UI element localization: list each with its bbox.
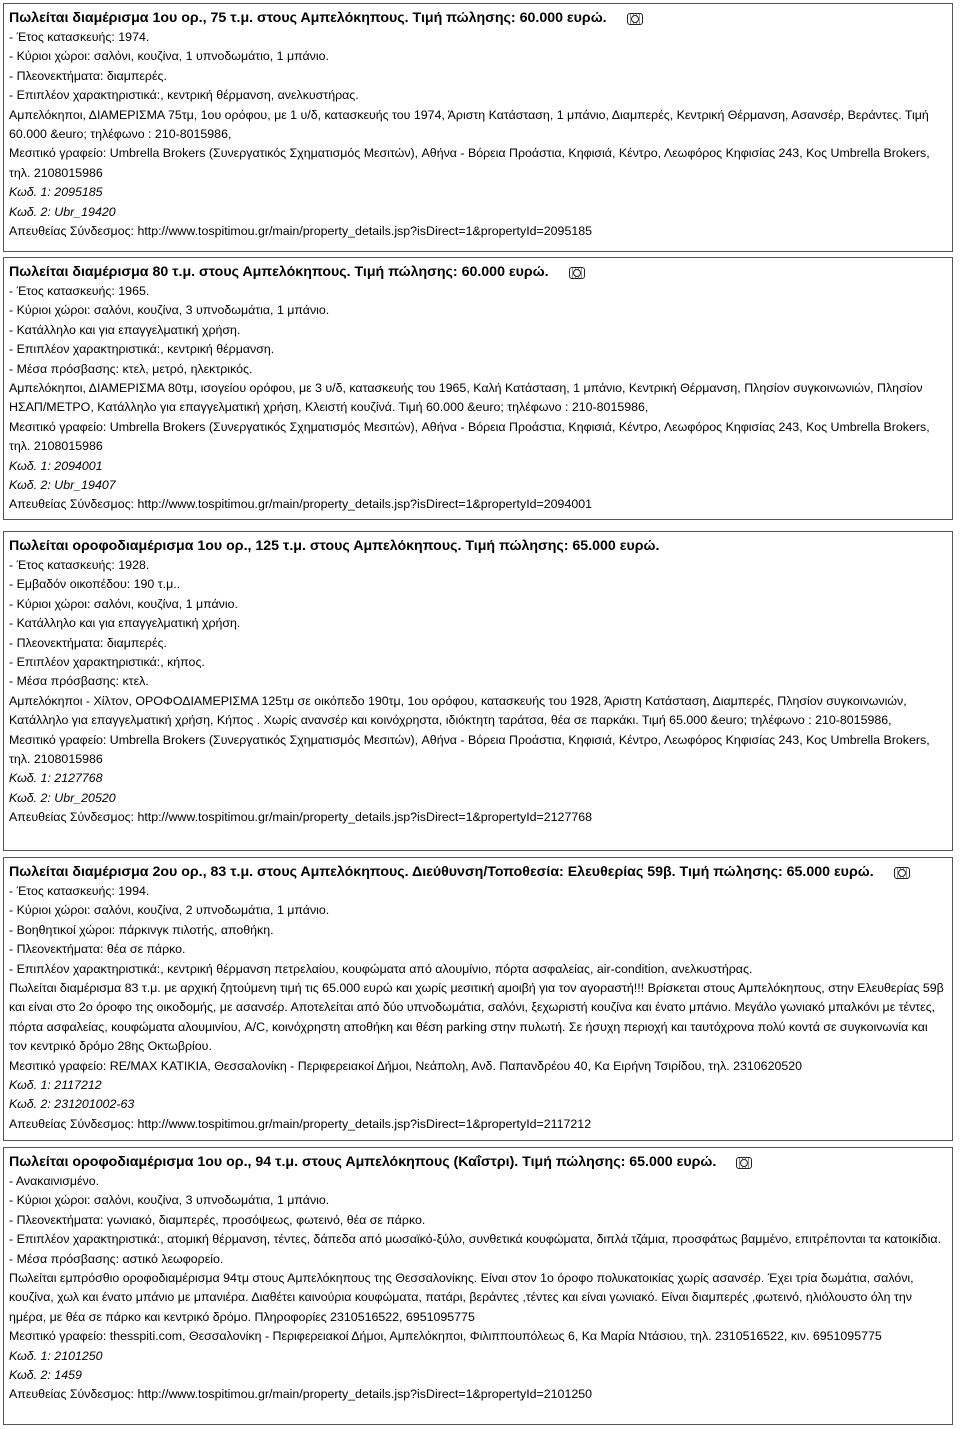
code-2: Κωδ. 2: Ubr_19420 — [9, 204, 116, 219]
code-2: Κωδ. 2: Ubr_20520 — [9, 790, 116, 805]
feature-line: - Επιπλέον χαρακτηριστικά:, κεντρική θέρμανση πετρελαίου, κουφώματα από αλουμίνιο, πόρτα ασφαλείας, air-condition, ανελκυστήρας. — [9, 961, 753, 976]
feature-line: - Έτος κατασκευής: 1928. — [9, 558, 150, 572]
direct-link[interactable]: Απευθείας Σύνδεσμος: http://www.tospitimou.gr/main/property_details.jsp?isDirect=1&propertyId=2117212 — [9, 1116, 592, 1131]
listing-title: Πωλείται διαμέρισμα 1ου ορ., 75 τ.μ. στους Αμπελόκηπους. Τιμή πώλησης: 60.000 ευρώ. — [9, 8, 947, 28]
listing-card — [3, 1147, 953, 1425]
code-2: Κωδ. 2: 231201002-63 — [9, 1097, 135, 1112]
feature-line: - Πλεονεκτήματα: διαμπερές. — [9, 68, 167, 83]
code-2: Κωδ. 2: 1459 — [9, 1368, 82, 1383]
feature-line: - Κύριοι χώροι: σαλόνι, κουζίνα, 3 υπνοδωμάτια, 1 μπάνιο. — [9, 1193, 330, 1208]
code-1: Κωδ. 1: 2095185 — [9, 185, 103, 200]
feature-line: - Ανακαινισμένο. — [9, 1174, 100, 1188]
feature-line: - Κύριοι χώροι: σαλόνι, κουζίνα, 3 υπνοδωμάτια, 1 μπάνιο. — [9, 303, 330, 318]
camera-icon[interactable] — [736, 1157, 752, 1169]
listing-title: Πωλείται διαμέρισμα 80 τ.μ. στους Αμπελόκηπους. Τιμή πώλησης: 60.000 ευρώ. — [9, 262, 947, 282]
feature-line: - Κατάλληλο και για επαγγελματική χρήση. — [9, 616, 241, 631]
feature-line: - Κύριοι χώροι: σαλόνι, κουζίνα, 1 μπάνιο. — [9, 596, 238, 611]
camera-icon[interactable] — [627, 13, 643, 25]
listing-description: Αμπελόκηποι - Χίλτον, ΟΡΟΦΟΔΙΑΜΕΡΙΣΜΑ 125τμ σε οικόπεδο 190τμ, 1ου ορόφου, κατασκευής του 1928, Άριστη Κατάσταση, Διαμπερές, Πλησίον συγκοινωνιών, Κατάλληλο για επαγγελματική χρήση, Κήπος . Χωρίς ανανσέρ και κοινόχρηστα, ιδιόκτητη ταράτσα, θέα σε παρκάκι. Τιμή 65.000 &euro; τηλέφωνο : 210-8015986, — [9, 693, 907, 728]
camera-icon[interactable] — [894, 867, 910, 879]
agency-info: Μεσιτικό γραφείο: Umbrella Brokers (Συνεργατικός Σχηματισμός Μεσιτών), Αθήνα - Βόρεια Προάστια, Κηφισιά, Κέντρο, Λεωφόρος Κηφισίας 243, Κος Umbrella Brokers, τηλ. 2108015986 — [9, 146, 930, 180]
agency-info: Μεσιτικό γραφείο: Umbrella Brokers (Συνεργατικός Σχηματισμός Μεσιτών), Αθήνα - Βόρεια Προάστια, Κηφισιά, Κέντρο, Λεωφόρος Κηφισίας 243, Κος Umbrella Brokers, τηλ. 2108015986 — [9, 419, 930, 454]
feature-line: - Έτος κατασκευής: 1994. — [9, 884, 150, 898]
code-2: Κωδ. 2: Ubr_19407 — [9, 478, 116, 493]
listing-title: Πωλείται οροφοδιαμέρισμα 1ου ορ., 125 τ.μ. στους Αμπελόκηπους. Τιμή πώλησης: 65.000 ευρώ. — [9, 538, 660, 554]
feature-line: - Επιπλέον χαρακτηριστικά:, κεντρική θέρμανση, ανελκυστήρας. — [9, 88, 359, 103]
feature-line: - Κύριοι χώροι: σαλόνι, κουζίνα, 2 υπνοδωμάτια, 1 μπάνιο. — [9, 903, 330, 918]
direct-link[interactable]: Απευθείας Σύνδεσμος: http://www.tospitimou.gr/main/property_details.jsp?isDirect=1&propertyId=2101250 — [9, 1387, 593, 1402]
listing-description: Αμπελόκηποι, ΔΙΑΜΕΡΙΣΜΑ 75τμ, 1ου ορόφου, με 1 υ/δ, κατασκευής του 1974, Άριστη Κατάσταση, 1 μπάνιο, Διαμπερές, Κεντρική Θέρμανση, Ασανσέρ, Βεράντες. Τιμή 60.000 &euro; τηλέφωνο : 210-8015986, — [9, 107, 929, 142]
feature-line: - Επιπλέον χαρακτηριστικά:, κεντρική θέρμανση. — [9, 342, 275, 357]
code-1: Κωδ. 1: 2094001 — [9, 458, 103, 473]
listing-card — [3, 257, 953, 520]
direct-link[interactable]: Απευθείας Σύνδεσμος: http://www.tospitimou.gr/main/property_details.jsp?isDirect=1&propertyId=2127768 — [9, 810, 593, 825]
feature-line: - Μέσα πρόσβασης: κτελ. — [9, 674, 149, 689]
code-1: Κωδ. 1: 2127768 — [9, 771, 103, 786]
feature-line: - Μέσα πρόσβασης: κτελ, μετρό, ηλεκτρικός. — [9, 361, 253, 376]
listing-title: Πωλείται διαμέρισμα 2ου ορ., 83 τ.μ. στους Αμπελόκηπους. Διεύθυνση/Τοποθεσία: Ελευθερίας 59β. Τιμή πώλησης: 65.000 ευρώ. — [9, 862, 947, 882]
listing-card — [3, 3, 953, 252]
feature-line: - Επιπλέον χαρακτηριστικά:, κήπος. — [9, 655, 205, 670]
agency-info: Μεσιτικό γραφείο: RE/MAX ΚΑΤΙΚΙΑ, Θεσσαλονίκη - Περιφερειακοί Δήμοι, Νεάπολη, Ανδ. Παπανδρέου 40, Κα Ειρήνη Τσιρίδου, τηλ. 2310620520 — [9, 1058, 803, 1073]
feature-line: - Πλεονεκτήματα: διαμπερές. — [9, 635, 167, 650]
agency-info: Μεσιτικό γραφείο: thesspiti.com, Θεσσαλονίκη - Περιφερειακοί Δήμοι, Αμπελόκηποι, Φιλιππουπόλεως 6, Κα Μαρία Ντάσιου, τηλ. 2310516522, κιν. 6951095775 — [9, 1329, 882, 1344]
feature-line: - Έτος κατασκευής: 1965. — [9, 284, 150, 298]
direct-link[interactable]: Απευθείας Σύνδεσμος: http://www.tospitimou.gr/main/property_details.jsp?isDirect=1&propertyId=2095185 — [9, 224, 593, 239]
agency-info: Μεσιτικό γραφείο: Umbrella Brokers (Συνεργατικός Σχηματισμός Μεσιτών), Αθήνα - Βόρεια Προάστια, Κηφισιά, Κέντρο, Λεωφόρος Κηφισίας 243, Κος Umbrella Brokers, τηλ. 2108015986 — [9, 732, 930, 767]
listing-description: Πωλείται εμπρόσθιο οροφοδιαμέρισμα 94τμ στους Αμπελόκηπους της Θεσσαλονίκης. Είναι στον 1ο όροφο πολυκατοικίας χωρίς ασανσέρ. Έχει τρία δωμάτια, σαλόνι, κουζίνα, χωλ και ένατο μπάνιο με μπανιέρα. Διαθέτει καινούρια κουφώματα, πατάρι, βεράντες ,τέντες και είναι γωνιακό. Είναι διαμπερές ,φωτεινό, ηλιόλουστο όλη την ημέρα, με θέα σε πάρκο και κεντρικό δρόμο. Πληροφορίες 2310516522, 6951095775 — [9, 1271, 914, 1324]
feature-line: - Μέσα πρόσβασης: αστικό λεωφορείο. — [9, 1251, 224, 1266]
feature-line: - Πλεονεκτήματα: θέα σε πάρκο. — [9, 942, 186, 957]
listing-description: Αμπελόκηποι, ΔΙΑΜΕΡΙΣΜΑ 80τμ, ισογείου ορόφου, με 3 υ/δ, κατασκευής του 1965, Καλή Κατάσταση, 1 μπάνιο, Κεντρική Θέρμανση, Πλησίον συγκοινωνιών, Πλησίον ΗΣΑΠ/ΜΕΤΡΟ, Κατάλληλο για επαγγελματική χρήση, Κλειστή κουζίνά. Τιμή 60.000 &euro; τηλέφωνο : 210-8015986, — [9, 381, 923, 415]
listing-card — [3, 531, 953, 851]
code-1: Κωδ. 1: 2101250 — [9, 1348, 103, 1363]
code-1: Κωδ. 1: 2117212 — [9, 1078, 102, 1093]
feature-line: - Εμβαδόν οικοπέδου: 190 τ.μ.. — [9, 577, 181, 592]
listing-description: Πωλείται διαμέρισμα 83 τ.μ. με αρχική ζητούμενη τιμή τις 65.000 ευρώ και χωρίς μεσιτική αμοιβή για τον αγοραστή!!! Βρίσκεται στους Αμπελόκηπους, στην Ελευθερίας 59β και είναι στο 2ο όροφο της οικοδομής, με ασανσέρ. Αποτελείται από δύο υπνοδωμάτια, σαλόνι, ξεχωριστή κουζίνα και ένατο μπάνιο. Μεγάλο γωνιακό μπαλκόνι με τέντες, πόρτα ασφαλείας, κουφώματα αλουμινίου, A/C, κοινόχρηστη αποθήκη και θέση parking στην πυλωτή. Σε ήσυχη περιοχή και ταυτόχρονα πολύ κοντά σε συγκοινωνία και τον κεντρικό δρόμο 28ης Οκτωβρίου. — [9, 981, 944, 1054]
direct-link[interactable]: Απευθείας Σύνδεσμος: http://www.tospitimou.gr/main/property_details.jsp?isDirect=1&propertyId=2094001 — [9, 497, 593, 512]
feature-line: - Πλεονεκτήματα: γωνιακό, διαμπερές, προσόψεως, φωτεινό, θέα σε πάρκο. — [9, 1212, 426, 1227]
feature-line: - Κύριοι χώροι: σαλόνι, κουζίνα, 1 υπνοδωμάτιο, 1 μπάνιο. — [9, 49, 329, 64]
camera-icon[interactable] — [569, 267, 585, 279]
feature-line: - Επιπλέον χαρακτηριστικά:, ατομική θέρμανση, τέντες, δάπεδα από μωσαϊκό-ξύλο, συνθετικά κουφώματα, διπλά τζάμια, προσφάτως βαμμένο, επιτρέπονται τα κατοικίδια. — [9, 1232, 942, 1247]
listing-title: Πωλείται οροφοδιαμέρισμα 1ου ορ., 94 τ.μ. στους Αμπελόκηπους (Καΐστρι). Τιμή πώλησης: 65.000 ευρώ. — [9, 1152, 947, 1172]
feature-line: - Κατάλληλο και για επαγγελματική χρήση. — [9, 322, 241, 337]
feature-line: - Βοηθητικοί χώροι: πάρκινγκ πιλοτής, αποθήκη. — [9, 922, 274, 937]
feature-line: - Έτος κατασκευής: 1974. — [9, 30, 150, 44]
listing-card — [3, 857, 953, 1141]
